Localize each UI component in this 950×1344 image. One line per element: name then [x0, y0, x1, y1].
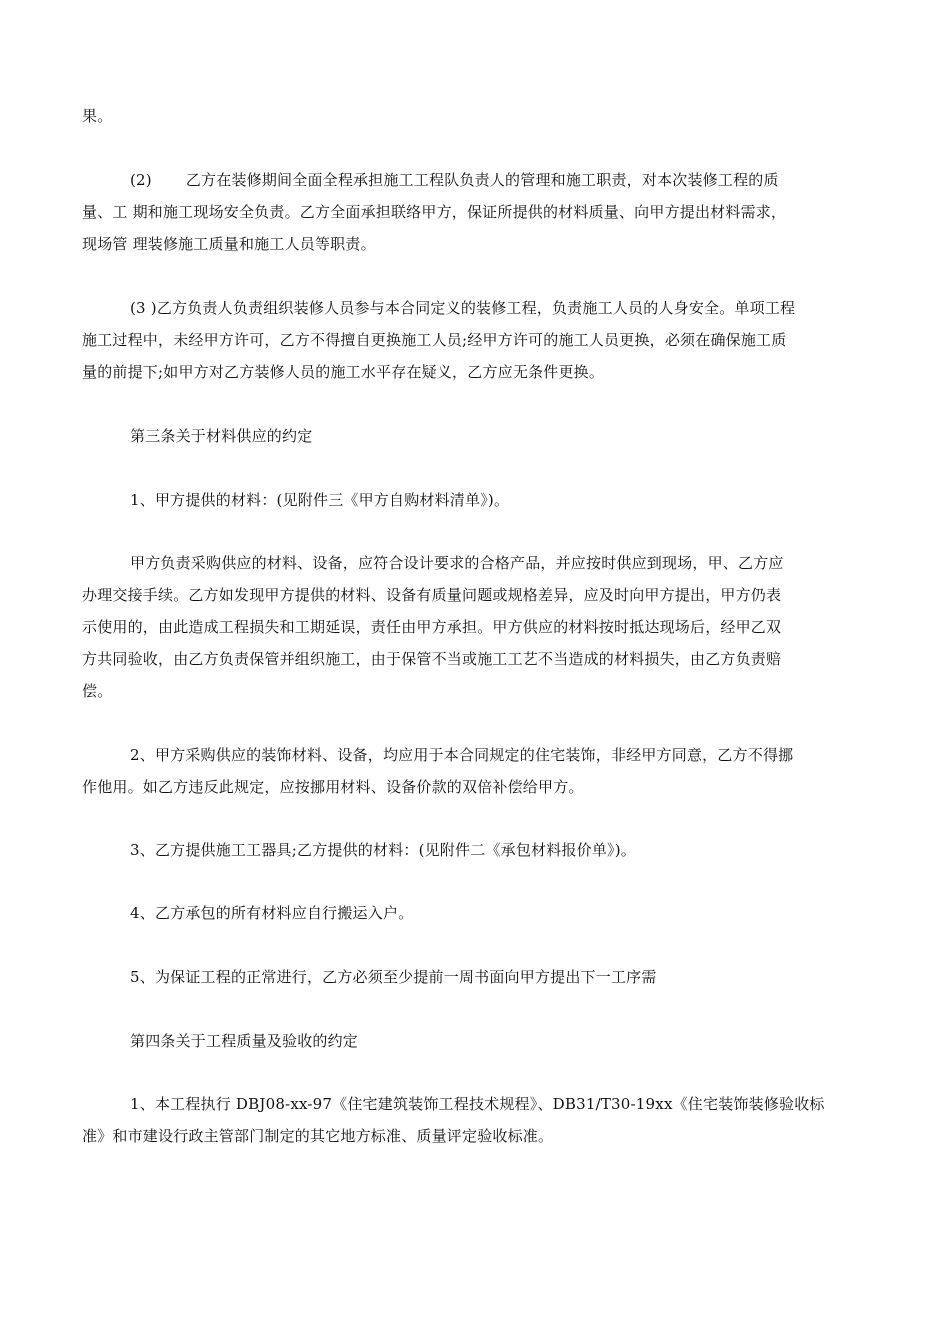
heading-text: 第四条关于工程质量及验收的约定: [130, 1032, 359, 1050]
text-line: 准》和市建设行政主管部门制定的其它地方标准、质量评定验收标准。: [82, 1127, 554, 1145]
heading-text: 第三条关于材料供应的约定: [130, 427, 313, 445]
text-line: 施工过程中，未经甲方许可，乙方不得擅自更换施工人员;经甲方许可的施工人员更换，必须在确保施工质: [82, 331, 787, 349]
clause-number: (2): [130, 171, 152, 189]
text-line: 甲方负责采购供应的材料、设备，应符合设计要求的合格产品，并应按时供应到现场，甲、乙方应: [130, 554, 784, 572]
text-line: 3、乙方提供施工工器具;乙方提供的材料：(见附件二《承包材料报价单》)。: [130, 841, 637, 859]
text-line: 量的前提下;如甲方对乙方装修人员的施工水平存在疑义，乙方应无条件更换。: [82, 363, 605, 381]
text-line: [82, 164, 882, 196]
text-line: 示使用的，由此造成工程损失和工期延误，责任由甲方承担。甲方供应的材料按时抵达现场后，经甲乙双: [82, 618, 782, 636]
text-line: 4、乙方承包的所有材料应自行搬运入户。: [130, 904, 414, 922]
text-line: 偿。: [82, 682, 113, 700]
section-heading-article-3: [82, 420, 882, 452]
section-heading-article-4: [82, 1025, 882, 1057]
paragraph-clause-2: [82, 164, 882, 260]
paragraph-item-4: [82, 897, 882, 929]
paragraph-item-1: [82, 484, 882, 516]
paragraph-item-3: [82, 834, 882, 866]
paragraph-clause-3: [82, 292, 882, 388]
paragraph-item-5: [82, 961, 882, 993]
text-line: 量、工 期和施工现场安全负责。乙方全面承担联络甲方，保证所提供的材料质量、向甲方提出材料需求，: [82, 203, 787, 221]
text-line: 1、本工程执行 DBJ08-xx-97《住宅建筑装饰工程技术规程》、DB31/T30-19xx《住宅装饰装修验收标: [130, 1095, 825, 1113]
text-line: (3 )乙方负责人负责组织装修人员参与本合同定义的装修工程，负责施工人员的人身安全。单项工程: [130, 299, 796, 317]
text-line: 方共同验收，由乙方负责保管并组织施工，由于保管不当或施工工艺不当造成的材料损失，由乙方负责赔: [82, 650, 782, 668]
text-line: 1、甲方提供的材料：(见附件三《甲方自购材料清单》)。: [130, 491, 510, 509]
paragraph-continuation: [82, 100, 882, 132]
text-segment: 乙方在装修期间全面全程承担施工工程队负责人的管理和施工职责，对本次装修工程的质: [185, 171, 779, 189]
text-line: 2、甲方采购供应的装饰材料、设备，均应用于本合同规定的住宅装饰，非经甲方同意，乙方不得挪: [130, 746, 794, 764]
paragraph-item-2: [82, 739, 882, 803]
text-line: 现场管 理装修施工质量和施工人员等职责。: [82, 235, 376, 253]
text-line: 5、为保证工程的正常进行，乙方必须至少提前一周书面向甲方提出下一工序需: [130, 968, 657, 986]
text-line: 办理交接手续。乙方如发现甲方提供的材料、设备有质量问题或规格差异，应及时向甲方提出，甲方仍表: [82, 586, 782, 604]
paragraph-standards: [82, 1088, 882, 1152]
paragraph-material-supply: [82, 547, 882, 707]
text-line: 果。: [82, 107, 113, 125]
text-line: 作他用。如乙方违反此规定，应按挪用材料、设备价款的双倍补偿给甲方。: [82, 778, 584, 796]
